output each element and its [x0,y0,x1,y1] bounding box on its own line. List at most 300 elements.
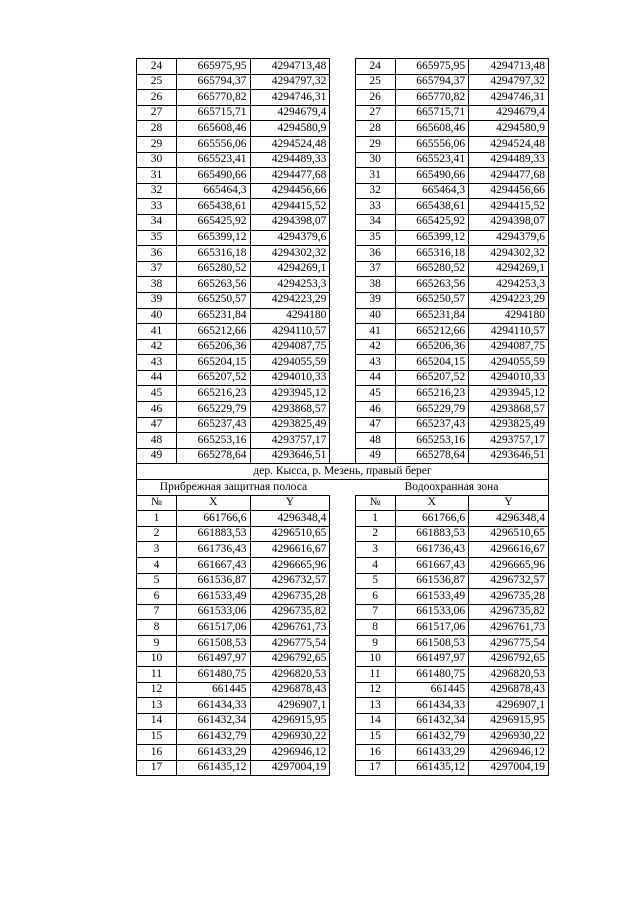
x-coordinate: 665204,15 [176,355,250,371]
table-row [137,713,549,729]
y-coordinate: 4294679,4 [469,105,549,121]
x-coordinate: 665608,46 [395,121,469,137]
y-coordinate: 4294679,4 [250,105,330,121]
point-number: 7 [355,604,395,620]
point-number: 38 [355,277,395,293]
table-row [137,573,549,589]
column-gap [330,136,355,152]
point-number: 40 [137,308,177,324]
x-coordinate: 661445 [176,682,250,698]
point-number: 16 [355,745,395,761]
point-number: 31 [137,168,177,184]
point-number: 5 [137,573,177,589]
point-number: 15 [355,729,395,745]
x-coordinate: 661536,87 [395,573,469,589]
y-coordinate: 4294087,75 [469,339,549,355]
point-number: 10 [137,651,177,667]
location-title: дер. Кысса, р. Мезень, правый берег [137,464,549,480]
table-row [137,542,549,558]
y-coordinate: 4293646,51 [469,448,549,464]
y-coordinate: 4296878,43 [250,682,330,698]
x-coordinate: 665212,66 [176,324,250,340]
column-gap [330,199,355,215]
y-coordinate: 4297004,19 [250,760,330,776]
y-coordinate: 4296348,4 [250,511,330,527]
x-coordinate: 665425,92 [395,214,469,230]
number-column-header: № [355,495,395,511]
y-coordinate: 4296348,4 [469,511,549,527]
point-number: 15 [137,729,177,745]
y-coordinate: 4297004,19 [469,760,549,776]
point-number: 28 [355,121,395,137]
x-coordinate: 661435,12 [176,760,250,776]
column-gap [330,542,355,558]
y-coordinate: 4293825,49 [469,417,549,433]
y-coordinate: 4294746,31 [250,90,330,106]
column-gap [330,183,355,199]
y-coordinate: 4296665,96 [250,558,330,574]
x-coordinate: 665975,95 [176,59,250,75]
column-gap [330,292,355,308]
column-gap [330,511,355,527]
point-number: 36 [137,246,177,262]
y-coordinate: 4294223,29 [469,292,549,308]
point-number: 30 [137,152,177,168]
column-gap [330,355,355,371]
point-number: 4 [137,558,177,574]
x-coordinate: 661533,49 [395,589,469,605]
x-coordinate: 665229,79 [395,402,469,418]
x-coordinate: 665523,41 [176,152,250,168]
x-coordinate: 665715,71 [395,105,469,121]
y-coordinate: 4296930,22 [250,729,330,745]
point-number: 13 [137,698,177,714]
point-number: 43 [355,355,395,371]
point-number: 44 [355,370,395,386]
point-number: 2 [137,526,177,542]
column-header-row [137,495,549,511]
x-coordinate: 661533,06 [395,604,469,620]
y-coordinate: 4296930,22 [469,729,549,745]
point-number: 39 [137,292,177,308]
column-gap [330,448,355,464]
point-number: 44 [137,370,177,386]
x-coordinate: 661432,34 [176,713,250,729]
table-row [137,277,549,293]
x-coordinate: 665770,82 [395,90,469,106]
y-coordinate: 4294110,57 [469,324,549,340]
column-gap [330,729,355,745]
point-number: 8 [137,620,177,636]
y-coordinate: 4294010,33 [250,370,330,386]
point-number: 27 [355,105,395,121]
point-number: 3 [355,542,395,558]
column-gap [330,682,355,698]
y-coordinate: 4296878,43 [469,682,549,698]
y-coordinate: 4296735,28 [469,589,549,605]
point-number: 36 [355,246,395,262]
y-coordinate: 4296510,65 [250,526,330,542]
point-number: 47 [355,417,395,433]
coordinates-table [136,58,549,776]
y-coordinate: 4294713,48 [469,59,549,75]
table-row [137,651,549,667]
point-number: 12 [355,682,395,698]
x-coordinate: 665556,06 [395,136,469,152]
point-number: 11 [137,667,177,683]
y-coordinate: 4296792,65 [250,651,330,667]
x-coordinate: 665490,66 [395,168,469,184]
y-coordinate: 4293825,49 [250,417,330,433]
column-gap [330,214,355,230]
water-protection-zone-heading: Водоохранная зона [355,480,548,496]
table-row [137,402,549,418]
y-coordinate: 4296732,57 [250,573,330,589]
y-coordinate: 4294415,52 [469,199,549,215]
x-coordinate: 661435,12 [395,760,469,776]
point-number: 42 [137,339,177,355]
y-coordinate: 4296510,65 [469,526,549,542]
table-row [137,152,549,168]
y-coordinate: 4296915,95 [469,713,549,729]
column-gap [330,121,355,137]
y-coordinate: 4296761,73 [250,620,330,636]
x-coordinate: 661883,53 [176,526,250,542]
y-coordinate: 4296820,53 [250,667,330,683]
column-gap [330,589,355,605]
point-number: 46 [355,402,395,418]
table-row [137,199,549,215]
x-coordinate: 661667,43 [176,558,250,574]
y-coordinate: 4296915,95 [250,713,330,729]
x-coordinate: 661480,75 [395,667,469,683]
point-number: 9 [355,635,395,651]
point-number: 43 [137,355,177,371]
column-gap [330,59,355,75]
y-coordinate: 4294477,68 [250,168,330,184]
point-number: 32 [137,183,177,199]
y-coordinate: 4294489,33 [250,152,330,168]
y-coordinate: 4294398,07 [250,214,330,230]
y-coordinate: 4293868,57 [469,402,549,418]
y-coordinate: 4294087,75 [250,339,330,355]
point-number: 1 [137,511,177,527]
x-coordinate: 661736,43 [395,542,469,558]
x-coordinate: 665216,23 [176,386,250,402]
column-gap [330,433,355,449]
column-gap [330,698,355,714]
x-coordinate: 665280,52 [176,261,250,277]
point-number: 35 [137,230,177,246]
y-coordinate: 4296946,12 [250,745,330,761]
column-gap [330,339,355,355]
column-gap [330,74,355,90]
x-coordinate: 661433,29 [395,745,469,761]
table-row [137,324,549,340]
x-coordinate: 665263,56 [395,277,469,293]
y-coordinate: 4294580,9 [250,121,330,137]
point-number: 37 [355,261,395,277]
section2-header [137,464,549,511]
x-coordinate: 665250,57 [395,292,469,308]
number-column-header: № [137,495,177,511]
zone-heading-row [137,480,549,496]
y-coordinate: 4294524,48 [469,136,549,152]
y-coordinate: 4294269,1 [469,261,549,277]
y-coordinate: 4296946,12 [469,745,549,761]
table-row [137,526,549,542]
table-row [137,760,549,776]
column-gap [330,620,355,636]
column-gap [330,324,355,340]
point-number: 13 [355,698,395,714]
point-number: 45 [137,386,177,402]
y-coordinate: 4294110,57 [250,324,330,340]
y-coordinate: 4294253,3 [469,277,549,293]
x-coordinate: 665212,66 [395,324,469,340]
x-coordinate: 661432,79 [176,729,250,745]
y-coordinate: 4294379,6 [250,230,330,246]
x-coordinate: 665770,82 [176,90,250,106]
x-coordinate: 661533,49 [176,589,250,605]
x-coordinate: 661434,33 [395,698,469,714]
column-gap [330,480,355,496]
column-gap [330,745,355,761]
y-coordinate: 4296775,54 [250,635,330,651]
point-number: 47 [137,417,177,433]
point-number: 24 [355,59,395,75]
x-coordinate: 665231,84 [176,308,250,324]
point-number: 26 [355,90,395,106]
y-column-header: Y [469,495,549,511]
y-coordinate: 4294580,9 [469,121,549,137]
point-number: 5 [355,573,395,589]
x-coordinate: 661508,53 [395,635,469,651]
point-number: 17 [355,760,395,776]
point-number: 6 [137,589,177,605]
table-row [137,417,549,433]
y-coordinate: 4293646,51 [250,448,330,464]
table-row [137,635,549,651]
point-number: 16 [137,745,177,761]
x-coordinate: 661536,87 [176,573,250,589]
table-row [137,448,549,464]
point-number: 14 [355,713,395,729]
column-gap [330,230,355,246]
point-number: 3 [137,542,177,558]
point-number: 37 [137,261,177,277]
point-number: 34 [137,214,177,230]
table-row [137,105,549,121]
table-row [137,604,549,620]
x-coordinate: 665523,41 [395,152,469,168]
column-gap [330,308,355,324]
x-coordinate: 665216,23 [395,386,469,402]
table-row [137,558,549,574]
x-coordinate: 665204,15 [395,355,469,371]
x-coordinate: 665229,79 [176,402,250,418]
x-coordinate: 665715,71 [176,105,250,121]
x-coordinate: 665438,61 [176,199,250,215]
x-coordinate: 665399,12 [395,230,469,246]
table-row [137,729,549,745]
table-row [137,355,549,371]
point-number: 35 [355,230,395,246]
x-coordinate: 665206,36 [395,339,469,355]
point-number: 38 [137,277,177,293]
point-number: 49 [137,448,177,464]
table-row [137,745,549,761]
y-coordinate: 4296665,96 [469,558,549,574]
table-row [137,292,549,308]
x-coordinate: 661433,29 [176,745,250,761]
y-coordinate: 4296735,82 [250,604,330,620]
column-gap [330,386,355,402]
table-row [137,386,549,402]
y-coordinate: 4296820,53 [469,667,549,683]
point-number: 9 [137,635,177,651]
y-coordinate: 4294055,59 [469,355,549,371]
x-coordinate: 665206,36 [176,339,250,355]
table-row [137,121,549,137]
x-coordinate: 665250,57 [176,292,250,308]
point-number: 11 [355,667,395,683]
x-coordinate: 665316,18 [395,246,469,262]
point-number: 31 [355,168,395,184]
point-number: 6 [355,589,395,605]
table-row [137,682,549,698]
y-coordinate: 4294415,52 [250,199,330,215]
y-coordinate: 4294746,31 [469,90,549,106]
table-row [137,339,549,355]
x-coordinate: 665207,52 [176,370,250,386]
x-coordinate: 661517,06 [395,620,469,636]
point-number: 41 [355,324,395,340]
x-coordinate: 661497,97 [176,651,250,667]
x-coordinate: 665207,52 [395,370,469,386]
x-coordinate: 665608,46 [176,121,250,137]
point-number: 24 [137,59,177,75]
column-gap [330,573,355,589]
column-gap [330,168,355,184]
table-row [137,136,549,152]
x-coordinate: 665280,52 [395,261,469,277]
table-row [137,168,549,184]
point-number: 4 [355,558,395,574]
y-coordinate: 4294456,66 [250,183,330,199]
y-coordinate: 4293757,17 [469,433,549,449]
x-coordinate: 665464,3 [395,183,469,199]
x-coordinate: 665253,16 [395,433,469,449]
x-coordinate: 661667,43 [395,558,469,574]
y-coordinate: 4294253,3 [250,277,330,293]
x-coordinate: 661432,79 [395,729,469,745]
x-coordinate: 665556,06 [176,136,250,152]
column-gap [330,105,355,121]
x-coordinate: 665490,66 [176,168,250,184]
table-row [137,433,549,449]
point-number: 26 [137,90,177,106]
table-row [137,589,549,605]
y-coordinate: 4293757,17 [250,433,330,449]
table-row [137,90,549,106]
x-coordinate: 661480,75 [176,667,250,683]
protective-strip-heading: Прибрежная защитная полоса [137,480,330,496]
point-number: 34 [355,214,395,230]
point-number: 30 [355,152,395,168]
column-gap [330,526,355,542]
y-coordinate: 4294302,32 [469,246,549,262]
table-row [137,59,549,75]
column-gap [330,635,355,651]
x-coordinate: 665975,95 [395,59,469,75]
y-coordinate: 4294398,07 [469,214,549,230]
section1-rows [137,59,549,464]
table-row [137,261,549,277]
point-number: 39 [355,292,395,308]
y-coordinate: 4296761,73 [469,620,549,636]
x-coordinate: 665464,3 [176,183,250,199]
y-coordinate: 4294713,48 [250,59,330,75]
y-coordinate: 4293945,12 [250,386,330,402]
y-coordinate: 4294489,33 [469,152,549,168]
point-number: 1 [355,511,395,527]
x-coordinate: 665263,56 [176,277,250,293]
point-number: 32 [355,183,395,199]
y-coordinate: 4294302,32 [250,246,330,262]
point-number: 7 [137,604,177,620]
column-gap [330,558,355,574]
x-column-header: X [176,495,250,511]
table-row [137,698,549,714]
column-gap [330,90,355,106]
column-gap [330,370,355,386]
table-row [137,214,549,230]
x-coordinate: 661766,6 [176,511,250,527]
x-coordinate: 665438,61 [395,199,469,215]
y-coordinate: 4296775,54 [469,635,549,651]
x-coordinate: 661434,33 [176,698,250,714]
y-coordinate: 4294524,48 [250,136,330,152]
y-coordinate: 4293945,12 [469,386,549,402]
column-gap [330,152,355,168]
point-number: 17 [137,760,177,776]
y-coordinate: 4294010,33 [469,370,549,386]
x-coordinate: 665231,84 [395,308,469,324]
y-coordinate: 4296907,1 [469,698,549,714]
point-number: 29 [137,136,177,152]
x-coordinate: 661508,53 [176,635,250,651]
document-page [136,58,549,776]
table-row [137,230,549,246]
table-row [137,183,549,199]
x-coordinate: 661517,06 [176,620,250,636]
y-coordinate: 4294055,59 [250,355,330,371]
column-gap [330,713,355,729]
point-number: 41 [137,324,177,340]
y-coordinate: 4294180 [250,308,330,324]
x-coordinate: 661533,06 [176,604,250,620]
y-coordinate: 4296907,1 [250,698,330,714]
x-coordinate: 661445 [395,682,469,698]
point-number: 29 [355,136,395,152]
point-number: 25 [137,74,177,90]
point-number: 8 [355,620,395,636]
y-column-header: Y [250,495,330,511]
y-coordinate: 4296792,65 [469,651,549,667]
table-row [137,74,549,90]
y-coordinate: 4294456,66 [469,183,549,199]
